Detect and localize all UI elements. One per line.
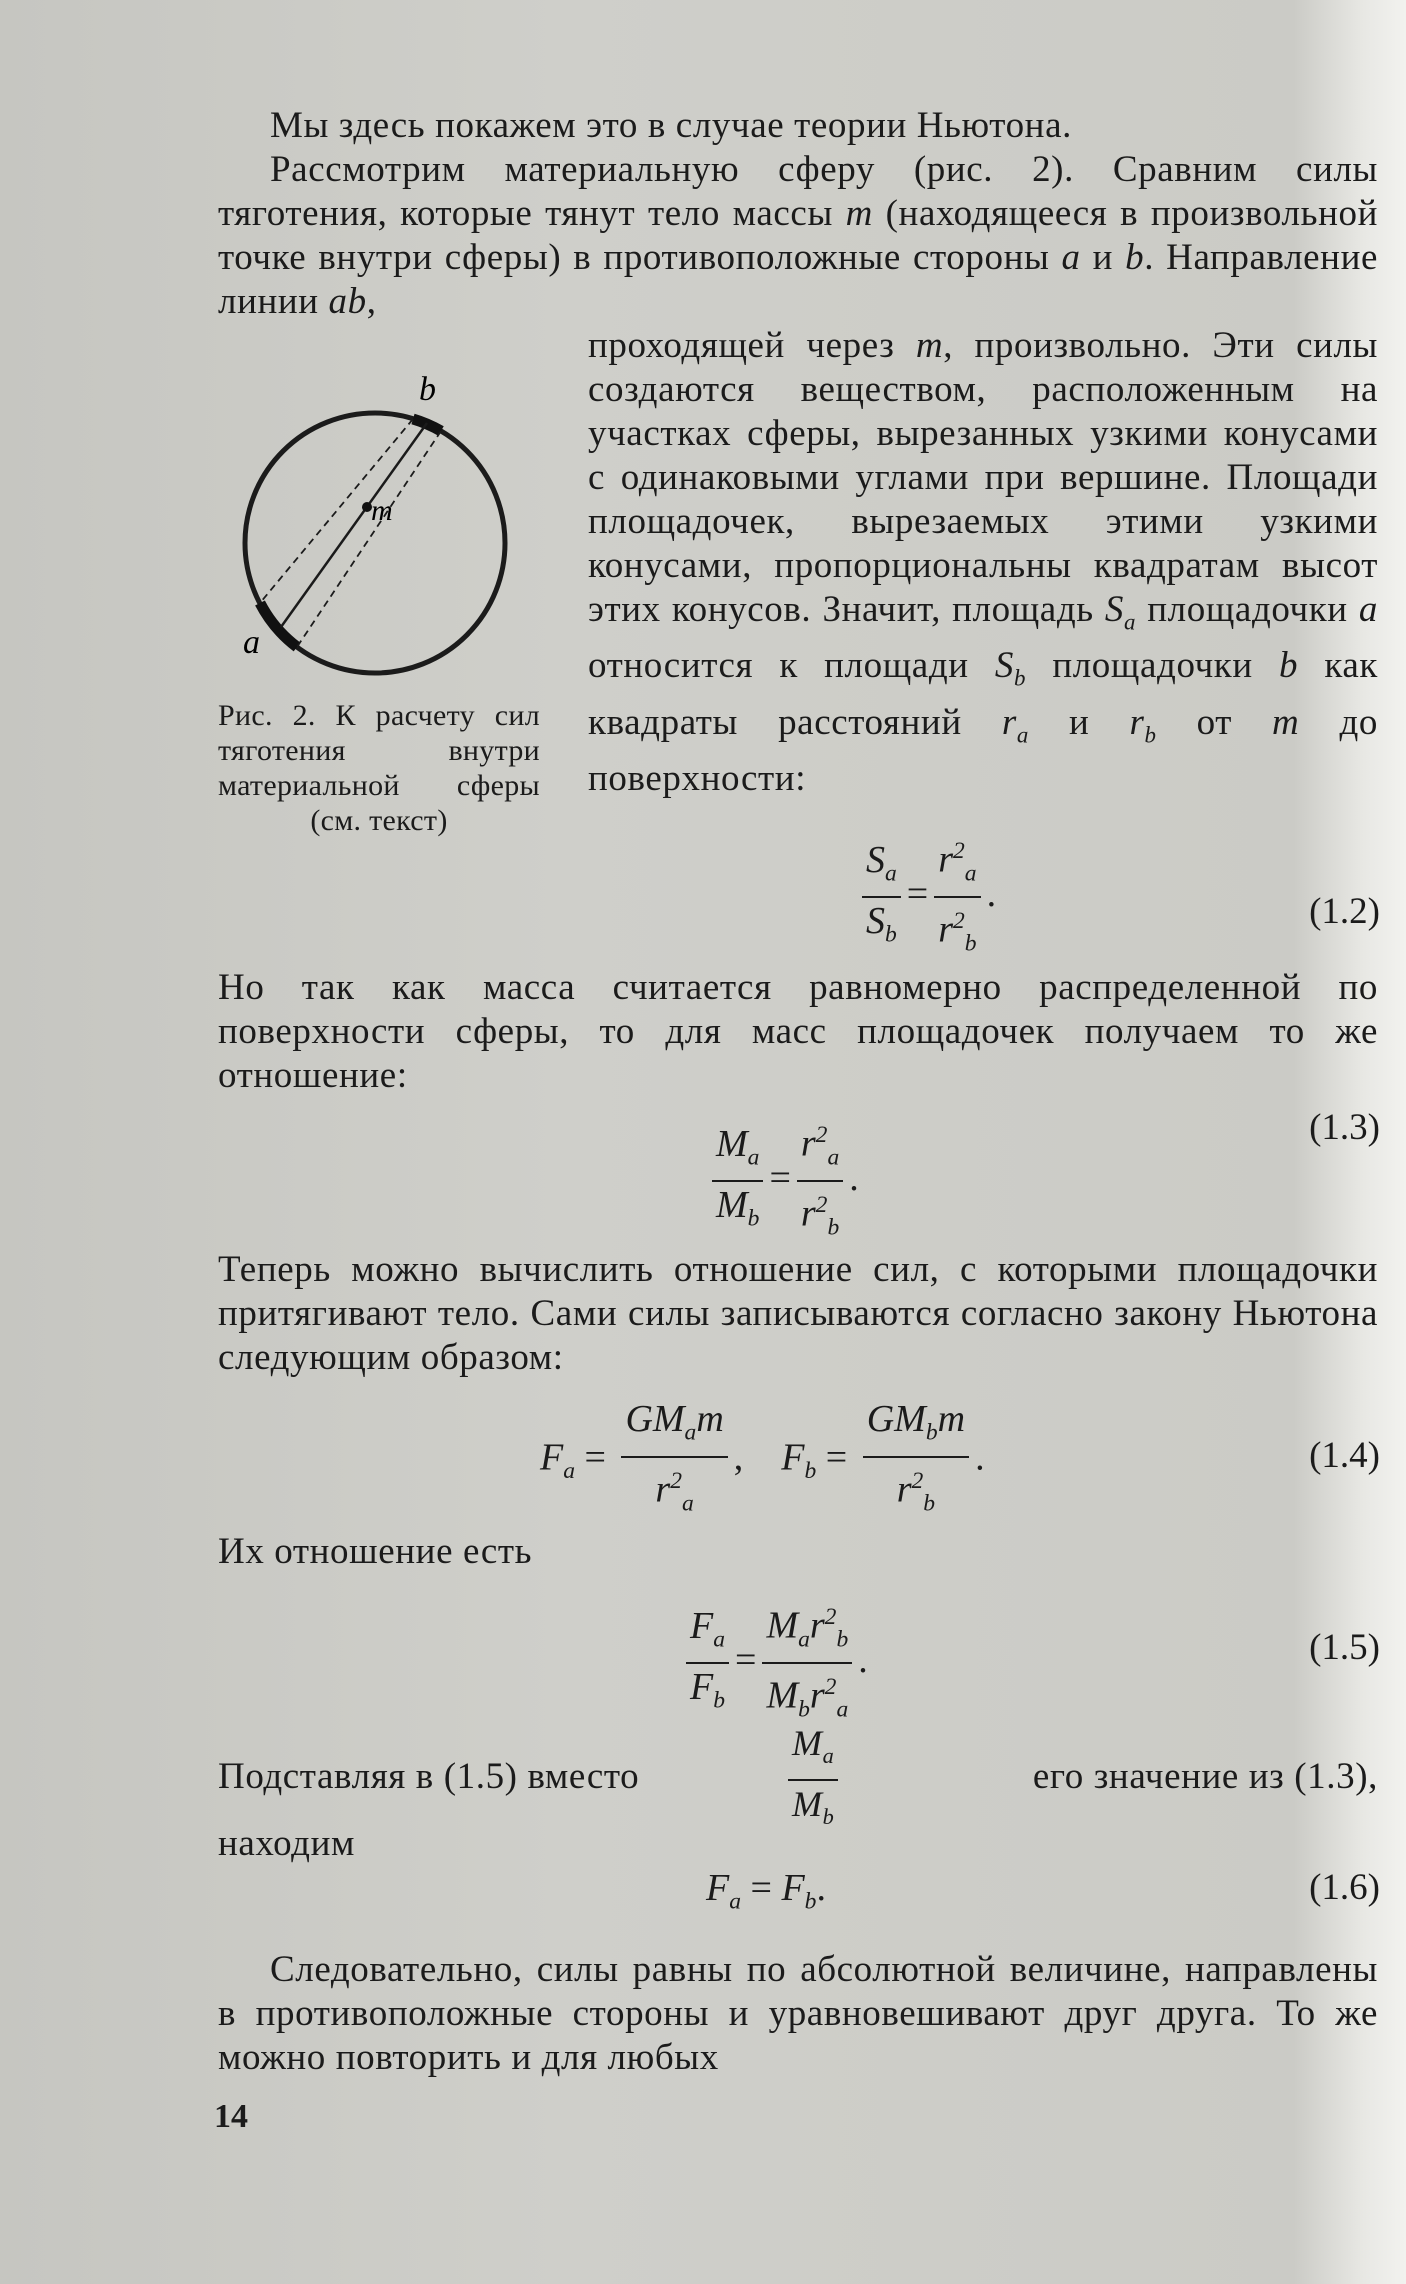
equation-1-6: $F_a = F_b$. (706, 1867, 826, 1915)
label-a: a (243, 624, 260, 661)
equation-1-3: $\frac{M_a}{M_b}$ = $\frac{r^2_a}{r^2_b}$ . (706, 1112, 859, 1251)
equation-number-1-5: (1.5) (1309, 1627, 1380, 1668)
paragraph-4: Теперь можно вычислить отношение сил, с которыми площадочки притягивают тело. Сами силы записываются согласно закону Ньютона следующим образом: (218, 1249, 1378, 1378)
paragraph-1: Мы здесь покажем это в случае теории Ньютона. (270, 105, 1072, 146)
equation-number-1-6: (1.6) (1309, 1867, 1380, 1908)
page-number: 14 (214, 2098, 248, 2135)
label-b: b (419, 371, 436, 408)
paragraph-3: Но так как масса считается равномерно распределенной по поверхности сферы, то для масс площадочек получаем то же отношение: (218, 967, 1378, 1096)
cone-edge-2 (297, 431, 441, 647)
paragraph-6: Подставляя в (1.5) вместо $\frac{M_a}{M_b}$ его значение из (1.3), (218, 1720, 1378, 1830)
equation-number-1-2: (1.2) (1309, 891, 1380, 932)
equation-1-5: $\frac{F_a}{F_b}$ = $\frac{M_ar^2_b}{M_br^2_a}$ . (680, 1594, 868, 1733)
equation-number-1-3: (1.3) (1309, 1107, 1380, 1148)
paragraph-6-end: находим (218, 1823, 355, 1864)
sphere-diagram (215, 365, 555, 695)
label-m: m (371, 494, 393, 527)
equation-1-4: $F_a$ = $\frac{GM_am}{r^2_a}$ , $F_b$ = $\frac{GM_bm}{r^2_b}$ . (540, 1398, 985, 1516)
paragraph-2-column: проходящей через m, произвольно. Эти силы создаются веществом, расположенным на участках сферы, вырезанных узкими конусами с одинаковыми углами при вершине. Площади площадочек, вырезаемых этими узкими конусами, пропорциональны квадратам высот этих конусов. Значит, площадь $S_a$ площадочки a относится к площади $S_b$ площадочки b как квадраты расстояний $r_a$ и $r_b$ от m до поверхности: (588, 325, 1379, 800)
paragraph-7: Следовательно, силы равны по абсолютной величине, направлены в противоположные стороны и уравновешивают друг друга. То же можно повторить и для любых (218, 1949, 1378, 2078)
figure-caption: Рис. 2. К расчету сил тяготения внутри материальной сферы (см. текст) (218, 699, 540, 837)
inline-fraction-Ma-Mb: $\frac{M_a}{M_b}$ (788, 1720, 838, 1840)
line-ab (281, 423, 427, 627)
paragraph-5: Их отношение есть (218, 1531, 533, 1572)
paragraph-2-top: Рассмотрим материальную сферу (рис. 2). Сравним силы тяготения, которые тянут тело массы m (находящееся в произвольной точке внутри сферы) в противоположные стороны a и b. Направление линии ab, (218, 149, 1378, 322)
equation-1-2: $\frac{S_a}{S_b}$ = $\frac{r^2_a}{r^2_b}$ . (856, 828, 996, 967)
surface-patch-a (260, 603, 297, 647)
equation-number-1-4: (1.4) (1309, 1435, 1380, 1476)
